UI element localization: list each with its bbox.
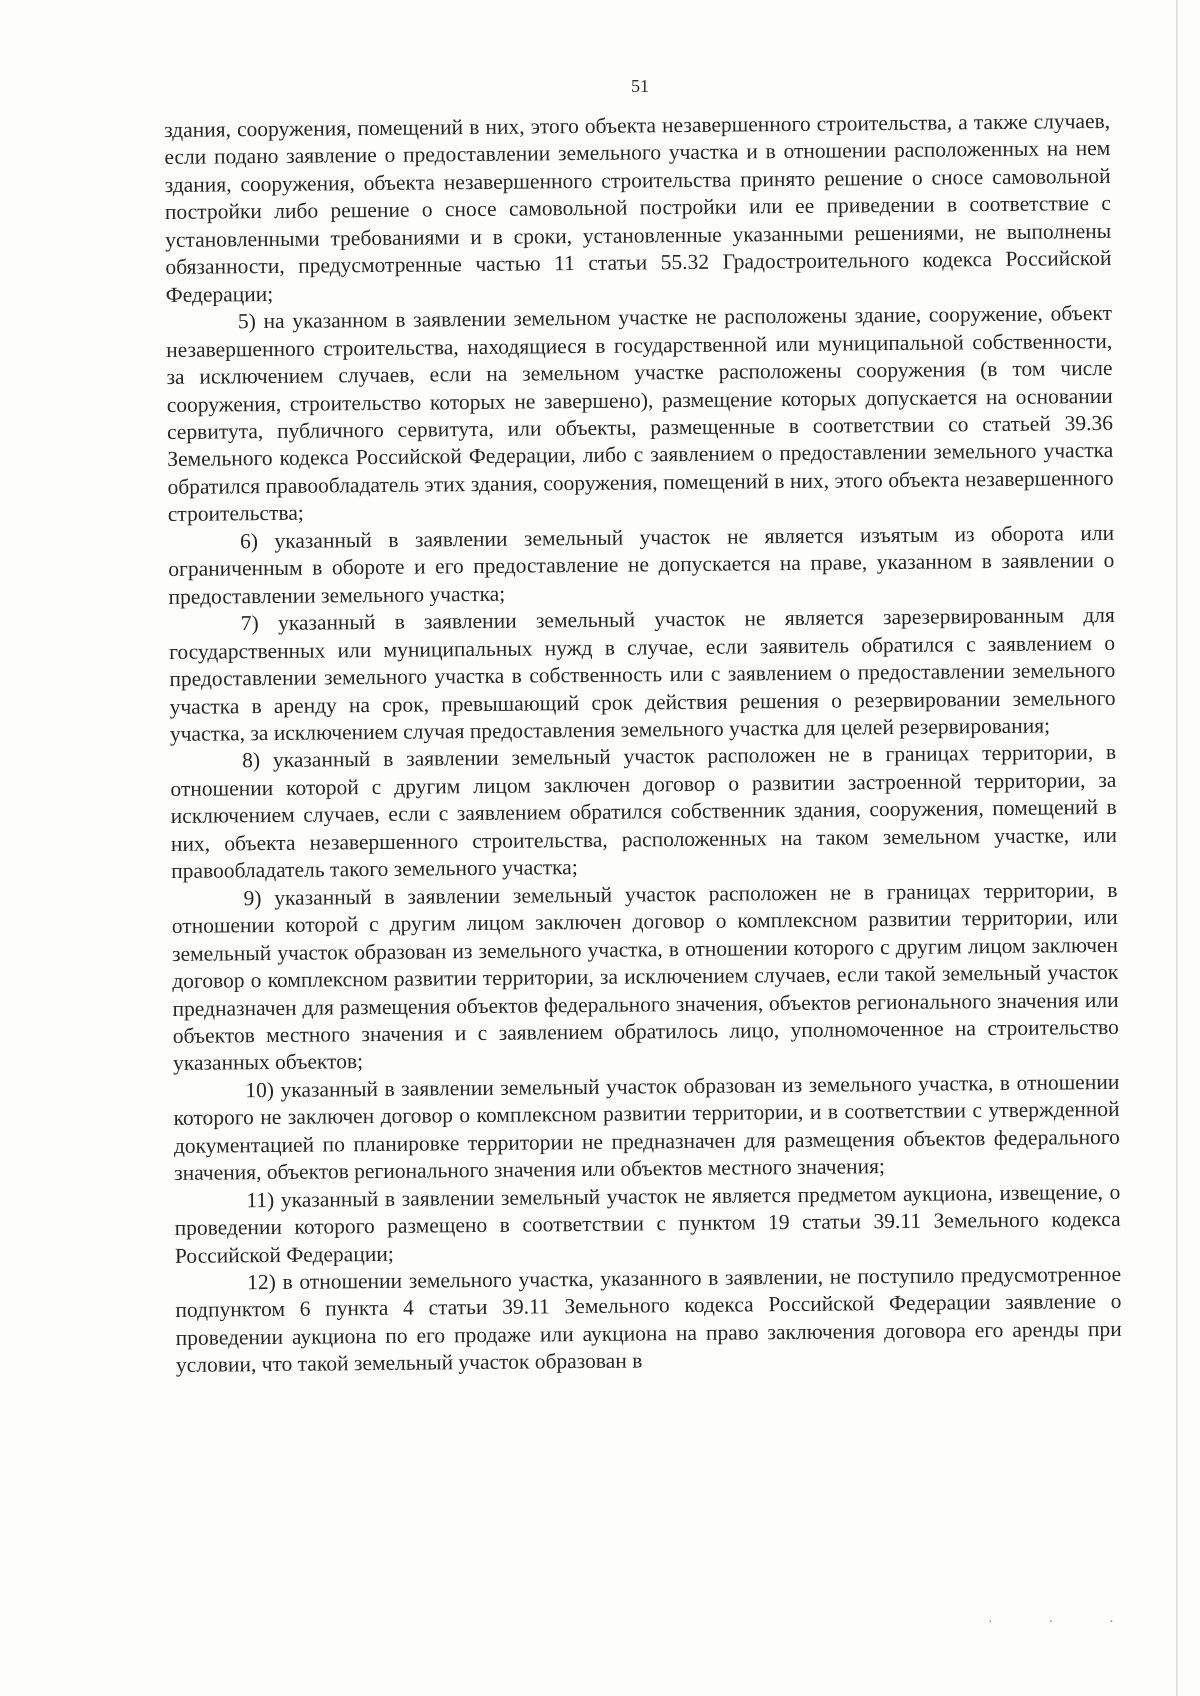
paragraph-item-5: 5) на указанном в заявлении земельном участке не расположены здание, сооружение, объект незавершенного строительства, находящиеся в государственной или муниципальной собственности, за исключением случаев, если на земельном участке расположены сооружения (в том числе сооружения, строительство которых не завершено), размещение которых допускается на основании сервитута, публичного сервитута, или объекты, размещенные в соответствии со статьей 39.36 Земельного кодекса Российской Федерации, либо с заявлением о предоставлении земельного участка обратился правообладатель этих здания, сооружения, помещений в них, этого объекта незавершенного строительства; xyxy=(166,301,1114,527)
paragraph-item-7: 7) указанный в заявлении земельный участок не является зарезервированным для государственных или муниципальных нужд в случае, если заявитель обратился с заявлением о предоставлении земельного участка в собственность или с заявлением о предоставлении земельного участка в аренду на срок, превышающий срок действия решения о резервировании земельного участка, за исключением случая предоставления земельного участка для целей резервирования; xyxy=(169,603,1116,746)
page-edge-shadow xyxy=(1176,0,1178,1696)
paragraph-continuation: здания, сооружения, помещений в них, этого объекта незавершенного строительства, а также случаев, если подано заявление о предоставлении земельного участка и в отношении расположенных на нем здания, сооружения, объекта незавершенного строительства принято решение о сносе самовольной постройки либо решение о сносе самовольной постройки или ее приведении в соответствие с установленными требованиями и в сроки, установленные указанными решениями, не выполнены обязанности, предусмотренные частью 11 статьи 55.32 Градостроительного кодекса Российской Федерации; xyxy=(164,108,1112,307)
paragraph-item-11: 11) указанный в заявлении земельный участок не является предметом аукциона, извещение, о проведении которого размещено в соответствии с пунктом 19 статьи 39.11 Земельного кодекса Российской Федерации; xyxy=(174,1179,1121,1268)
paragraph-item-9: 9) указанный в заявлении земельный участок расположен не в границах территории, в отношении которой с другим лицом заключен договор о комплексном развитии территории, или земельный участок образован из земельного участка, в отношении которого с другим лицом заключен договор о комплексном развитии территории, за исключением случаев, если такой земельный участок предназначен для размещения объектов федерального значения, объектов регионального значения или объектов местного значения и с заявлением обратилось лицо, уполномоченное на строительство указанных объектов; xyxy=(171,877,1119,1076)
page-number: 51 xyxy=(631,76,649,96)
document-body xyxy=(164,108,1122,1380)
paragraph-item-10: 10) указанный в заявлении земельный участок образован из земельного участка, в отношении которого не заключен договор о комплексном развитии территории, и в соответствии с утвержденной документацией по планировке территории не предназначен для размещения объектов федерального значения, объектов регионального значения или объектов местного значения; xyxy=(173,1069,1120,1186)
paragraph-item-8: 8) указанный в заявлении земельный участок расположен не в границах территории, в отношении которой с другим лицом заключен договор о развитии застроенной территории, за исключением случаев, если с заявлением обратился собственник здания, сооружения, помещений в них, объекта незавершенного строительства, расположенных на таком земельном участке, или правообладатель такого земельного участка; xyxy=(170,740,1118,884)
scan-marks: · · · xyxy=(988,1612,1140,1628)
paragraph-item-6: 6) указанный в заявлении земельный участок не является изъятым из оборота или ограниченным в обороте и его предоставление не допускается на праве, указанном в заявлении о предоставлении земельного участка; xyxy=(168,520,1115,609)
paragraph-item-12: 12) в отношении земельного участка, указанного в заявлении, не поступило предусмотренное подпунктом 6 пункта 4 статьи 39.11 Земельного кодекса Российской Федерации заявление о проведении аукциона по его продаже или аукциона на право заключения договора его аренды при условии, что такой земельный участок образован в xyxy=(175,1261,1122,1378)
